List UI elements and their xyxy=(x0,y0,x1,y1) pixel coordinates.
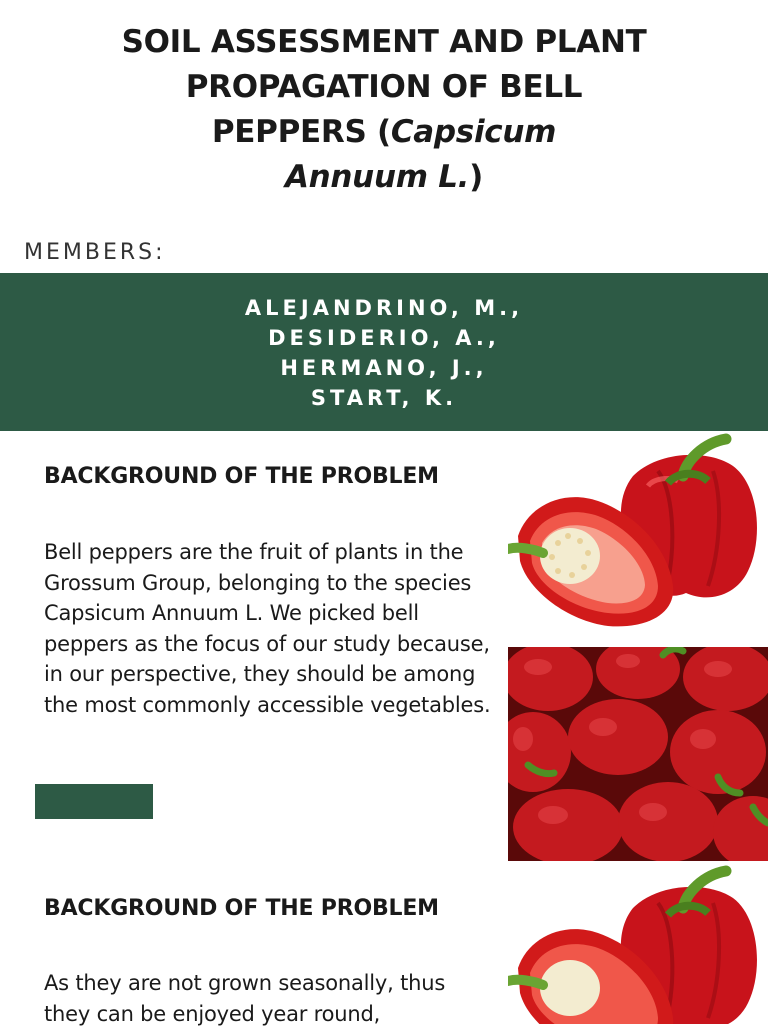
pepper-photo xyxy=(508,431,768,647)
members-band xyxy=(0,273,768,431)
title-species-epithet: Annuum L. xyxy=(284,159,470,195)
document-title xyxy=(84,20,684,200)
accent-bar xyxy=(35,784,153,819)
member-name: HERMANO, J., xyxy=(280,356,488,380)
section-body-text: Bell peppers are the fruit of plants in the Grossum Group, belonging to the species Capsicum Annuum L. We picked bell peppers as the focus of our study because, in our perspective, they should be among the most commonly accessible vegetables. xyxy=(44,540,491,717)
members-label: MEMBERS: xyxy=(24,240,166,265)
members-list xyxy=(0,293,768,413)
member-name: START, K. xyxy=(310,386,458,410)
title-line-3-prefix: PEPPERS ( xyxy=(211,114,391,150)
section-heading: BACKGROUND OF THE PROBLEM xyxy=(44,464,439,489)
pepper-pile-photo xyxy=(508,647,768,861)
title-line-2: PROPAGATION OF BELL xyxy=(185,69,583,105)
member-name: ALEJANDRINO, M., xyxy=(244,296,524,320)
title-species-genus: Capsicum xyxy=(390,114,557,150)
title-line-1: SOIL ASSESSMENT AND PLANT xyxy=(121,24,647,60)
title-line-4 xyxy=(84,155,684,200)
section-heading: BACKGROUND OF THE PROBLEM xyxy=(44,896,439,921)
title-line-4-suffix: ) xyxy=(469,159,484,195)
pepper-photo xyxy=(508,863,768,1024)
section-body-text: As they are not grown seasonally, thus they can be enjoyed year round, xyxy=(44,971,446,1026)
title-line-3 xyxy=(84,110,684,155)
member-name: DESIDERIO, A., xyxy=(268,326,500,350)
